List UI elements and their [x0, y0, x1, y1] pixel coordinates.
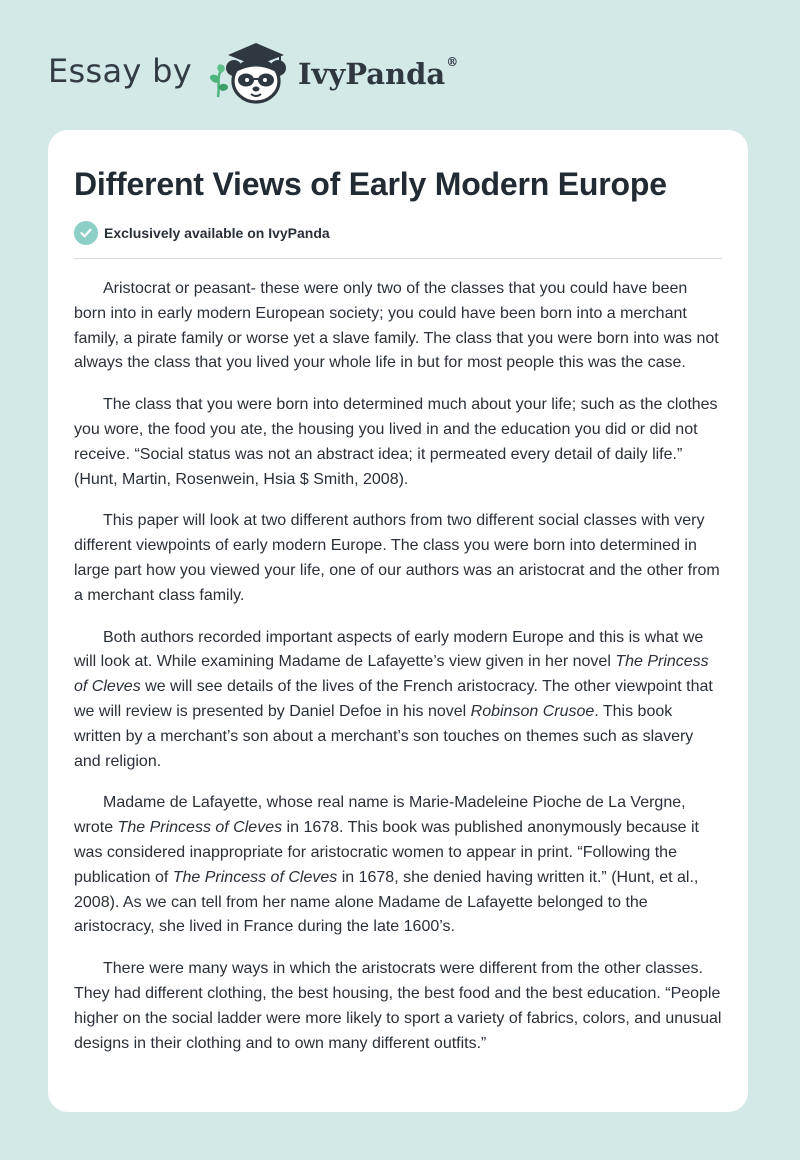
exclusive-badge — [74, 221, 722, 245]
book-title: The Princess of Cleves — [172, 868, 338, 886]
brand-name[interactable]: IvyPanda® — [297, 55, 459, 91]
paragraph-text: . This book written by a merchant’s son about a merchant’s son touches on themes such as slavery and religion. — [74, 702, 694, 770]
essay-body — [74, 277, 722, 1056]
paragraph-text: we will see details of the lives of the French aristocracy. The other viewpoint that we will review is presented by Daniel Defoe in his novel — [74, 678, 713, 720]
essay-paragraph — [74, 626, 722, 775]
paragraph-text: Aristocrat or peasant- these were only two of the classes that you could have been born into in early modern European society; you could have been born into a merchant family, a pirate family or worse yet a slave family. The class that you were born into was not always the class that you lived your whole life in but for most people this was the case. — [74, 280, 719, 372]
page-title: Different Views of Early Modern Europe — [74, 166, 667, 202]
essay-card — [48, 130, 748, 1112]
site-header — [48, 36, 458, 106]
essay-by-label: Essay by — [48, 52, 192, 90]
paragraph-text: in 1678. This book was published anonymously because it was considered inappropriate for aristocratic women to appear in print. “Following the publication of — [74, 819, 699, 886]
divider — [74, 258, 722, 259]
book-title: Robinson Crusoe — [470, 702, 595, 720]
essay-paragraph — [74, 791, 722, 940]
trademark-symbol: ® — [446, 55, 459, 69]
book-title: The Princess of Cleves — [117, 819, 283, 837]
essay-paragraph — [74, 509, 722, 608]
check-circle-icon — [74, 221, 98, 245]
paragraph-text: There were many ways in which the aristocrats were different from the other classes. They had different clothing, the best housing, the best food and the best education. “People higher on the social ladder were more likely to sport a variety of fabrics, colors, and unusual designs in their clothing and to own many different outfits.” — [74, 960, 722, 1052]
paragraph-text: in 1678, she denied having written it.” (Hunt, et al., 2008). As we can tell from her name alone Madame de Lafayette belonged to the aristocracy, she lived in France during the late 1600’s. — [74, 868, 699, 936]
panda-graduate-icon[interactable] — [202, 35, 294, 107]
paragraph-text: This paper will look at two different authors from two different social classes with very different viewpoints of early modern Europe. The class you were born into determined in large part how you viewed your life, one of our authors was an aristocrat and the other from a merchant class family. — [74, 512, 720, 604]
paragraph-text: The class that you were born into determined much about your life; such as the clothes you wore, the food you ate, the housing you lived in and the education you did or did not receive. “Social status was not an abstract idea; it permeated every detail of daily life.” (Hunt, Martin, Rosenwein, Hsia $ Smith, 2008). — [74, 396, 718, 488]
essay-paragraph — [74, 393, 722, 492]
book-title: The Princess of Cleves — [74, 653, 709, 696]
paragraph-text: Both authors recorded important aspects of early modern Europe and this is what we will look at. While examining Madame de Lafayette’s view given in her novel — [74, 628, 704, 671]
paragraph-text: Madame de Lafayette, whose real name is Marie-Madeleine Pioche de La Vergne, wrote — [74, 794, 686, 837]
essay-paragraph — [74, 957, 722, 1056]
exclusive-badge-label: Exclusively available on IvyPanda — [104, 225, 330, 241]
essay-paragraph — [74, 277, 722, 376]
